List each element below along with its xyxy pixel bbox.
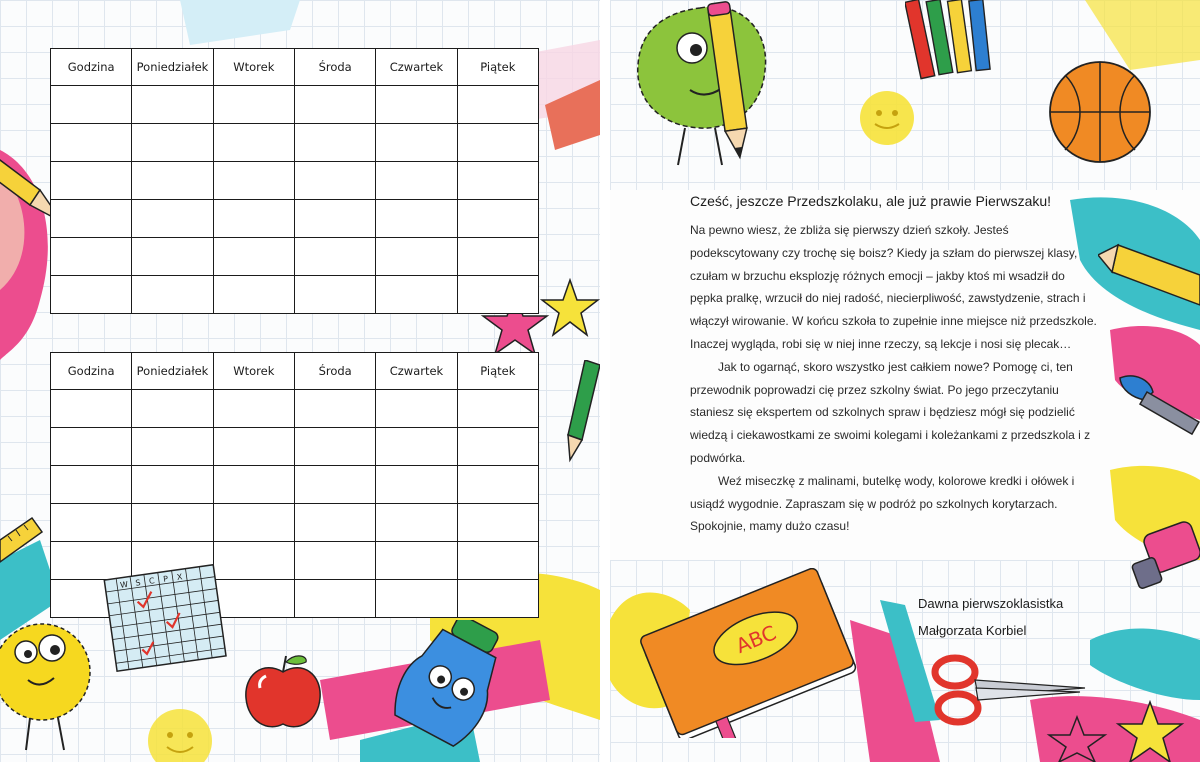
table-cell	[376, 542, 457, 580]
table-cell	[294, 504, 375, 542]
glue-stick-icon	[1130, 520, 1200, 600]
table-cell	[51, 238, 132, 276]
table-cell	[51, 86, 132, 124]
table-cell	[51, 390, 132, 428]
table-cell	[213, 504, 294, 542]
letter	[690, 193, 1100, 538]
green-monster-icon	[630, 0, 780, 175]
table-cell	[376, 86, 457, 124]
grid-sheet-header: X	[176, 572, 183, 582]
green-pencil-icon	[560, 360, 600, 465]
signature-title: Dawna pierwszoklasistka	[918, 596, 1064, 611]
table-cell	[294, 542, 375, 580]
pink-star-icon	[1045, 715, 1110, 762]
table-cell	[376, 390, 457, 428]
table-cell	[132, 86, 213, 124]
table-cell	[213, 390, 294, 428]
table-cell	[294, 390, 375, 428]
column-header-tuesday: Wtorek	[213, 353, 294, 390]
grid-sheet-header: C	[148, 576, 156, 586]
table-cell	[51, 162, 132, 200]
table-cell	[376, 466, 457, 504]
letter-greeting: Cześć, jeszcze Przedszkolaku, ale już prawie Pierwszaku!	[690, 193, 1052, 209]
markers-icon	[905, 0, 1005, 90]
table-cell	[294, 86, 375, 124]
smiley-face-icon	[145, 705, 215, 762]
table-cell	[51, 124, 132, 162]
table-cell	[457, 390, 538, 428]
table-cell	[376, 504, 457, 542]
yellow-star-icon	[540, 278, 600, 340]
table-row	[51, 86, 539, 124]
table-cell	[132, 504, 213, 542]
column-header-thursday: Czwartek	[376, 353, 457, 390]
table-cell	[213, 238, 294, 276]
letter-paragraph: Weź miseczkę z malinami, butelkę wody, kolorowe kredki i ołówek i usiądź wygodnie. Zapraszam się w podróż po szkolnych korytarzach. Spokojnie, mamy dużo czasu!	[690, 473, 1075, 534]
grid-sheet-header: S	[134, 578, 142, 588]
yellow-star-icon	[1115, 700, 1185, 762]
table-cell	[457, 466, 538, 504]
paintbrush-icon	[1115, 370, 1200, 440]
table-row	[51, 428, 539, 466]
table-cell	[213, 162, 294, 200]
table-cell	[213, 200, 294, 238]
table-cell	[294, 428, 375, 466]
table-cell	[132, 200, 213, 238]
column-header-hour: Godzina	[51, 49, 132, 86]
table-cell	[294, 162, 375, 200]
table-row	[51, 504, 539, 542]
table-cell	[376, 276, 457, 314]
smiley-face-icon	[855, 88, 920, 148]
table-cell	[213, 466, 294, 504]
table-cell	[376, 428, 457, 466]
table-cell	[457, 200, 538, 238]
signature	[918, 590, 1063, 644]
table-cell	[376, 162, 457, 200]
table-cell	[51, 428, 132, 466]
table-cell	[457, 276, 538, 314]
column-header-wednesday: Środa	[294, 353, 375, 390]
table-cell	[51, 504, 132, 542]
table-row	[51, 162, 539, 200]
pencil-icon	[1098, 230, 1200, 310]
apple-icon	[238, 650, 328, 735]
table-cell	[132, 276, 213, 314]
right-page	[610, 0, 1200, 762]
column-header-hour: Godzina	[51, 353, 132, 390]
grid-sheet-header: W	[119, 579, 129, 590]
table-cell	[457, 162, 538, 200]
table-cell	[457, 238, 538, 276]
yellow-monster-icon	[0, 600, 100, 762]
letter-paragraph: Na pewno wiesz, że zbliża się pierwszy dzień szkoły. Jesteś podekscytowany czy trochę się boisz? Kiedy ja szłam do pierwszej klasy, czułam w brzuchu eksplozję różnych emocji – jakby ktoś mi wsadził do pępka pralkę, wrzucił do niej radość, niecierpliwość, zawstydzenie, strach i włączył wirowanie. W końcu szkoła to zupełnie inne miejsce niż przedszkole. Inaczej wygląda, robi się w niej inne rzeczy, są lekcje i nosi się plecak…	[690, 223, 1097, 351]
table-row	[51, 238, 539, 276]
column-header-thursday: Czwartek	[376, 49, 457, 86]
table-cell	[51, 276, 132, 314]
grid-sheet-header: P	[162, 574, 169, 584]
table-cell	[294, 124, 375, 162]
timetable-1	[50, 48, 539, 314]
column-header-friday: Piątek	[457, 49, 538, 86]
table-cell	[294, 276, 375, 314]
column-header-monday: Poniedziałek	[132, 353, 213, 390]
table-cell	[376, 124, 457, 162]
table-cell	[51, 466, 132, 504]
column-header-wednesday: Środa	[294, 49, 375, 86]
table-cell	[213, 124, 294, 162]
table-row	[51, 200, 539, 238]
ruler-icon	[0, 510, 45, 570]
signature-name: Małgorzata Korbiel	[918, 623, 1027, 638]
letter-paragraph: Jak to ogarnąć, skoro wszystko jest całkiem nowe? Pomogę ci, ten przewodnik poprowadzi cię przez szkolny świat. Po jego przeczytaniu staniesz się ekspertem od szkolnych spraw i będziesz mógł się podzielić wiedzą i ciekawostkami ze swoimi kolegami i koleżankami z przedszkola i z podwórka.	[690, 359, 1091, 465]
table-cell	[294, 466, 375, 504]
table-cell	[213, 276, 294, 314]
book-label: ABC	[732, 620, 780, 659]
table-cell	[457, 428, 538, 466]
table-cell	[132, 162, 213, 200]
table-row	[51, 466, 539, 504]
table-cell	[132, 390, 213, 428]
table-cell	[51, 200, 132, 238]
column-header-friday: Piątek	[457, 353, 538, 390]
column-header-monday: Poniedziałek	[132, 49, 213, 86]
water-bottle-icon	[385, 620, 550, 762]
table-row	[51, 124, 539, 162]
abc-book-icon	[635, 568, 870, 738]
table-cell	[132, 238, 213, 276]
table-cell	[294, 238, 375, 276]
table-row	[51, 276, 539, 314]
table-cell	[376, 580, 457, 618]
table-cell	[457, 542, 538, 580]
table-cell	[457, 124, 538, 162]
table-cell	[457, 504, 538, 542]
table-row	[51, 390, 539, 428]
table-cell	[376, 200, 457, 238]
table-cell	[213, 86, 294, 124]
table-cell	[457, 580, 538, 618]
checked-grid-sheet-icon	[100, 560, 230, 675]
table-cell	[294, 200, 375, 238]
basketball-icon	[1040, 55, 1160, 170]
table-cell	[294, 580, 375, 618]
table-cell	[457, 86, 538, 124]
table-cell	[213, 428, 294, 466]
column-header-tuesday: Wtorek	[213, 49, 294, 86]
table-cell	[132, 124, 213, 162]
table-cell	[132, 466, 213, 504]
table-cell	[376, 238, 457, 276]
table-cell	[132, 428, 213, 466]
